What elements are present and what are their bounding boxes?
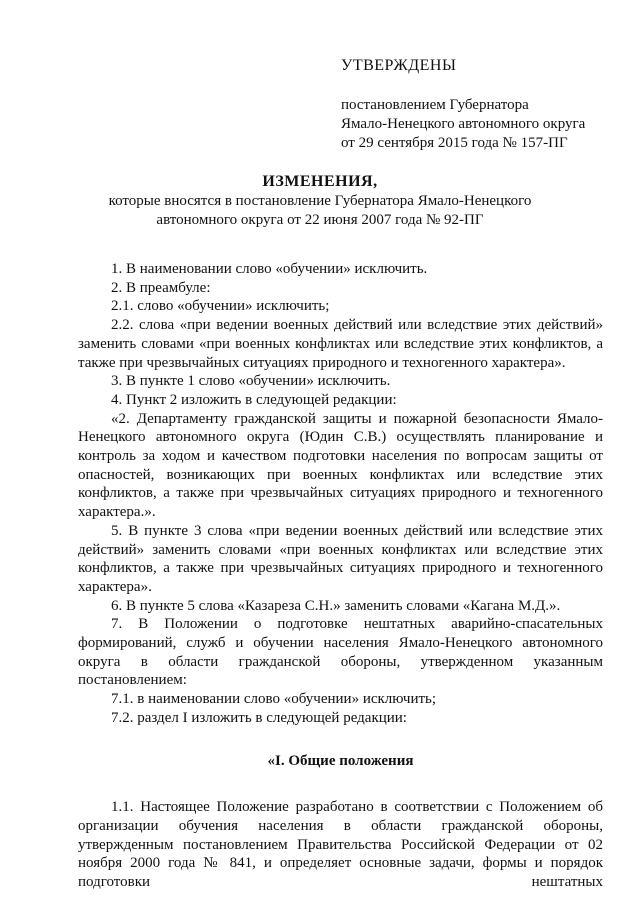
paragraph-item-6: 6. В пункте 5 слова «Казареза С.Н.» заменить словами «Кагана М.Д.».: [111, 597, 561, 614]
paragraph-item-2-2: 2.2. слова «при ведении военных действий или вследствие этих действий» заменить словами «при военных конфликтах или вследствие этих конфликтов, а также при чрезвычайных ситуациях природного и техногенного характера».: [78, 317, 603, 371]
document-body: [78, 260, 603, 892]
paragraph-item-7: 7. В Положении о подготовке нештатных аварийно-спасательных формирований, служб и обучении населения Ямало-Ненецкого автономного округа в области гражданской обороны, утвержденном указанным постановлением:: [78, 616, 603, 689]
section-paragraph-1-1: 1.1. Настоящее Положение разработано в соответствии с Положением об организации обучения населения в области гражданской обороны, утвержденным постановлением Правительства Российской Федерации от 02 ноября 2000 года № 841, и определяет основные задачи, формы и порядок подготовки нештатных: [78, 799, 603, 891]
approved-heading: УТВЕРЖДЕНЫ: [341, 57, 457, 74]
section-heading: «I. Общие положения: [267, 752, 414, 769]
approved-line-1: постановлением Губернатора: [341, 97, 529, 113]
title-sub-1: которые вносятся в постановление Губернатора Ямало-Ненецкого: [108, 193, 532, 209]
paragraph-item-2-1: 2.1. слово «обучении» исключить;: [111, 298, 330, 315]
paragraph-item-4: 4. Пункт 2 изложить в следующей редакции:: [111, 391, 397, 408]
title-sub-2: автономного округа от 22 июня 2007 года № 92-ПГ: [156, 212, 484, 228]
paragraph-item-1: 1. В наименовании слово «обучении» исключить.: [111, 261, 428, 277]
paragraph-item-7-1: 7.1. в наименовании слово «обучении» исключить;: [111, 691, 437, 708]
approved-line-2: Ямало-Ненецкого автономного округа: [341, 116, 586, 132]
paragraph-item-7-2: 7.2. раздел I изложить в следующей редакции:: [111, 709, 407, 726]
approved-line-3: от 29 сентября 2015 года № 157-ПГ: [341, 135, 568, 151]
title-main: ИЗМЕНЕНИЯ,: [262, 173, 378, 190]
paragraph-item-5: 5. В пункте 3 слова «при ведении военных действий или вследствие этих действий» заменить словами «при военных конфликтах или вследствие этих конфликтов, а также при чрезвычайных ситуациях природного и техногенного характера».: [78, 522, 603, 595]
paragraph-item-4-quote: «2. Департаменту гражданской защиты и пожарной безопасности Ямало-Ненецкого автономного округа (Юдин С.В.) осуществлять планирование и контроль за ходом и качеством подготовки населения по вопросам защиты от опасностей, возникающих при военных конфликтах или вследствие этих конфликтов, а также при чрезвычайных ситуациях природного и техногенного характера.».: [78, 410, 603, 521]
document-title: [40, 172, 600, 230]
paragraph-item-3: 3. В пункте 1 слово «обучении» исключить.: [111, 373, 391, 390]
paragraph-item-2: 2. В преамбуле:: [111, 279, 211, 296]
approval-stamp-block: [341, 56, 621, 153]
